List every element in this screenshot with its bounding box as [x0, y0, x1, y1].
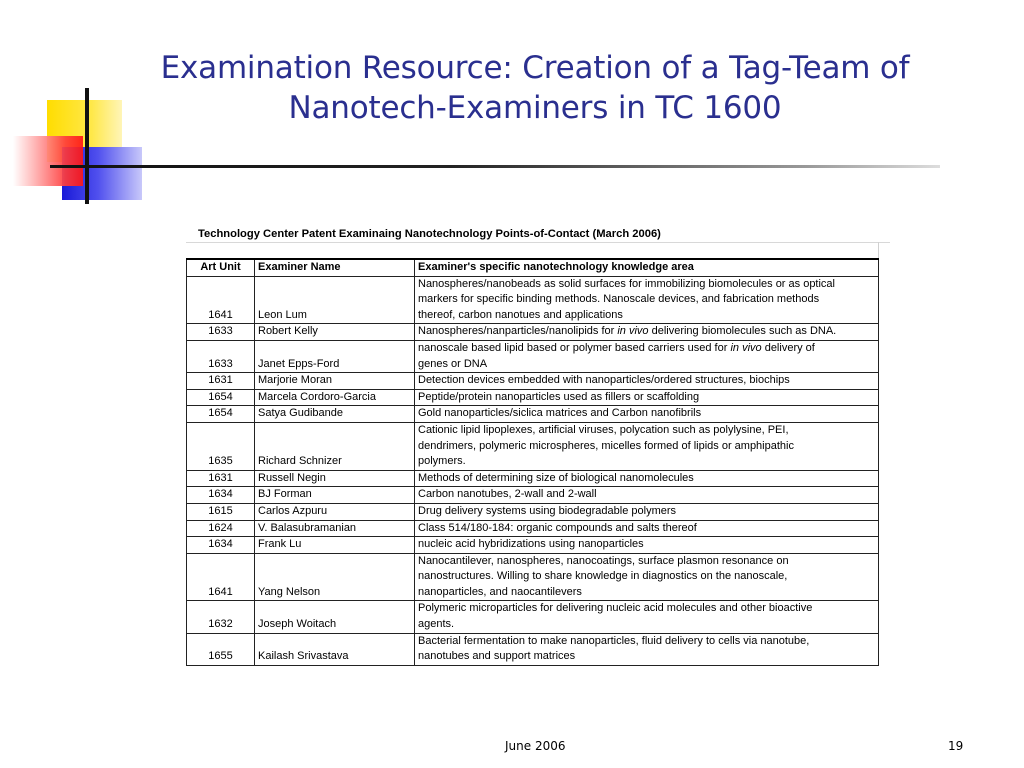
knowledge-area-cell: nanoscale based lipid based or polymer based carriers used for in vivo delivery of genes or DNA	[415, 340, 879, 372]
art-unit-cell: 1632	[187, 601, 255, 633]
spreadsheet-image	[186, 226, 890, 666]
art-unit-cell: 1654	[187, 389, 255, 406]
header-examiner-name: Examiner Name	[255, 259, 415, 276]
art-unit-cell: 1655	[187, 633, 255, 665]
art-unit-cell: 1615	[187, 503, 255, 520]
table-row	[187, 487, 879, 504]
table-row	[187, 340, 879, 372]
examiner-name-cell: Joseph Woitach	[255, 601, 415, 633]
table-row	[187, 406, 879, 423]
examiner-name-cell: Marcela Cordoro-Garcia	[255, 389, 415, 406]
knowledge-area-cell: Drug delivery systems using biodegradable polymers	[415, 503, 879, 520]
table-row	[187, 276, 879, 324]
table-row	[187, 601, 879, 633]
knowledge-area-cell: Bacterial fermentation to make nanoparticles, fluid delivery to cells via nanotube, nanotubes and support matrices	[415, 633, 879, 665]
art-unit-cell: 1633	[187, 324, 255, 341]
knowledge-area-cell: Nanocantilever, nanospheres, nanocoatings, surface plasmon resonance on nanostructures. Willing to share knowledge in diagnostics on the nanoscale, nanoparticles, and naocantilevers	[415, 553, 879, 601]
examiner-name-cell: V. Balasubramanian	[255, 520, 415, 537]
art-unit-cell: 1641	[187, 276, 255, 324]
knowledge-area-cell: Detection devices embedded with nanoparticles/ordered structures, biochips	[415, 373, 879, 390]
knowledge-area-cell: Polymeric microparticles for delivering nucleic acid molecules and other bioactive agents.	[415, 601, 879, 633]
examiner-name-cell: Satya Gudibande	[255, 406, 415, 423]
table-row	[187, 324, 879, 341]
header-art-unit: Art Unit	[187, 259, 255, 276]
examiner-name-cell: Frank Lu	[255, 537, 415, 554]
examiner-name-cell: Carlos Azpuru	[255, 503, 415, 520]
knowledge-area-cell: Peptide/protein nanoparticles used as fillers or scaffolding	[415, 389, 879, 406]
examiners-table	[186, 258, 879, 666]
table-row	[187, 373, 879, 390]
page-number: 19	[948, 739, 964, 753]
footer-date: June 2006	[505, 739, 566, 753]
art-unit-cell: 1641	[187, 553, 255, 601]
art-unit-cell: 1624	[187, 520, 255, 537]
examiner-name-cell: Leon Lum	[255, 276, 415, 324]
title-underline	[50, 165, 940, 168]
art-unit-cell: 1634	[187, 487, 255, 504]
knowledge-area-cell: Carbon nanotubes, 2-wall and 2-wall	[415, 487, 879, 504]
art-unit-cell: 1654	[187, 406, 255, 423]
knowledge-area-cell: Nanospheres/nanparticles/nanolipids for in vivo delivering biomolecules such as DNA.	[415, 324, 879, 341]
table-row	[187, 422, 879, 470]
slide-title-line2: Nanotech-Examiners in TC 1600	[288, 90, 782, 126]
sheet-title: Technology Center Patent Examinaing Nanotechnology Points-of-Contact (March 2006)	[198, 228, 661, 240]
table-row	[187, 520, 879, 537]
examiner-name-cell: BJ Forman	[255, 487, 415, 504]
knowledge-area-cell: Methods of determining size of biological nanomolecules	[415, 470, 879, 487]
examiner-name-cell: Yang Nelson	[255, 553, 415, 601]
table-row	[187, 470, 879, 487]
logo-vertical-line	[85, 88, 89, 204]
examiner-name-cell: Kailash Srivastava	[255, 633, 415, 665]
slide-title-line1: Examination Resource: Creation of a Tag-Team of	[160, 50, 910, 86]
art-unit-cell: 1635	[187, 422, 255, 470]
table-row	[187, 389, 879, 406]
table-header-row	[187, 259, 879, 276]
examiner-name-cell: Russell Negin	[255, 470, 415, 487]
logo-red-square	[13, 136, 83, 186]
examiner-name-cell: Richard Schnizer	[255, 422, 415, 470]
sheet-gridline	[186, 242, 890, 243]
art-unit-cell: 1631	[187, 373, 255, 390]
header-knowledge-area: Examiner's specific nanotechnology knowledge area	[415, 259, 879, 276]
examiner-name-cell: Janet Epps-Ford	[255, 340, 415, 372]
art-unit-cell: 1633	[187, 340, 255, 372]
examiner-name-cell: Robert Kelly	[255, 324, 415, 341]
knowledge-area-cell: nucleic acid hybridizations using nanoparticles	[415, 537, 879, 554]
art-unit-cell: 1634	[187, 537, 255, 554]
table-row	[187, 633, 879, 665]
slide-title	[140, 48, 930, 128]
knowledge-area-cell: Cationic lipid lipoplexes, artificial viruses, polycation such as polylysine, PEI, dendrimers, polymeric microspheres, micelles formed of lipids or amphipathic polymers.	[415, 422, 879, 470]
knowledge-area-cell: Gold nanoparticles/siclica matrices and Carbon nanofibrils	[415, 406, 879, 423]
table-row	[187, 503, 879, 520]
examiner-name-cell: Marjorie Moran	[255, 373, 415, 390]
knowledge-area-cell: Class 514/180-184: organic compounds and salts thereof	[415, 520, 879, 537]
art-unit-cell: 1631	[187, 470, 255, 487]
knowledge-area-cell: Nanospheres/nanobeads as solid surfaces for immobilizing biomolecules or as optical markers for specific binding methods. Nanoscale devices, and fabrication methods thereof, carbon nanotues and applications	[415, 276, 879, 324]
table-row	[187, 553, 879, 601]
table-row	[187, 537, 879, 554]
